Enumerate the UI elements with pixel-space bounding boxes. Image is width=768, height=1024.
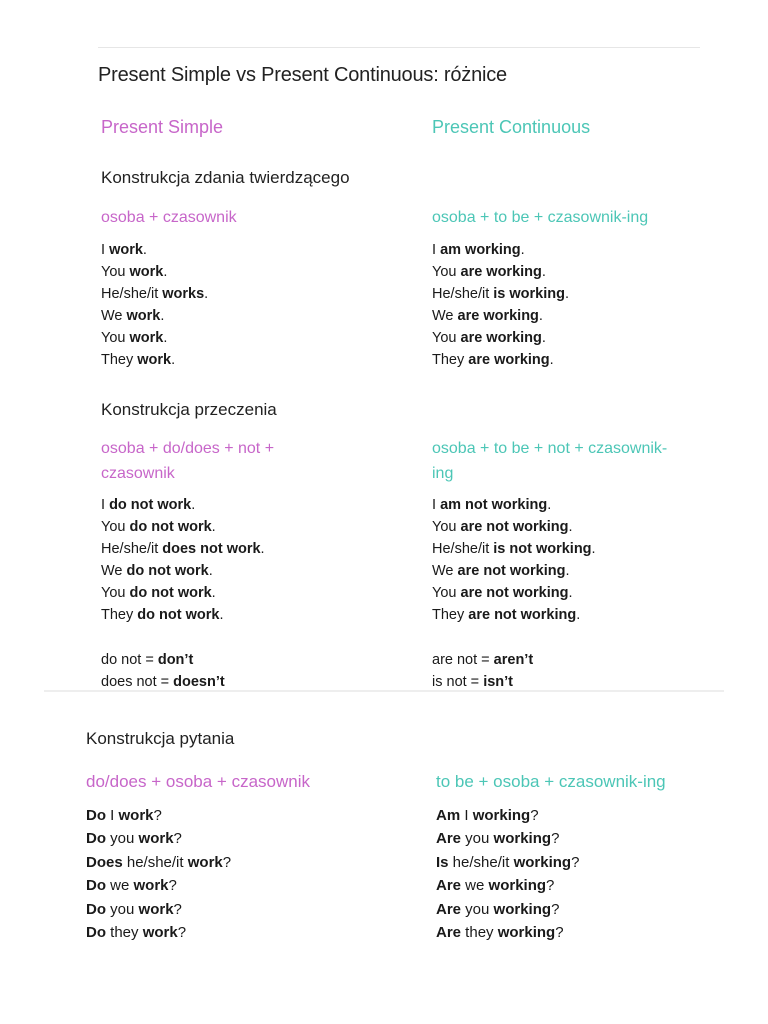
question-formula-continuous: to be + osoba + czasownik-ing — [436, 772, 666, 791]
text: ? — [551, 830, 560, 848]
text: . — [576, 607, 581, 623]
top-divider — [98, 47, 700, 48]
page-title: Present Simple vs Present Continuous: różnice — [98, 64, 507, 86]
text: . — [520, 242, 525, 258]
text: He/she/it — [101, 541, 163, 557]
text: . — [211, 519, 216, 535]
text: . — [219, 607, 224, 623]
example-line — [101, 239, 208, 261]
example-line — [101, 582, 265, 604]
bold-text: are not working — [460, 519, 569, 535]
text: does not = — [101, 674, 174, 690]
bold-text: work — [129, 330, 164, 346]
text: . — [541, 330, 546, 346]
text: he/she/it — [122, 853, 188, 871]
bold-text: work — [109, 242, 143, 258]
bold-text: work — [126, 308, 161, 324]
contractions-continuous — [432, 649, 533, 693]
bold-text: work — [118, 807, 154, 824]
text: I — [101, 497, 110, 513]
text: you — [106, 830, 139, 848]
bold-text: are working — [468, 352, 550, 368]
affirmative-examples-continuous — [432, 239, 569, 371]
example-line — [101, 283, 208, 305]
text: . — [260, 541, 265, 557]
text: We — [432, 563, 458, 579]
text: ? — [555, 924, 564, 942]
text: You — [101, 585, 130, 601]
negative-formula-simple-line-2: czasownik — [101, 465, 175, 482]
example-line — [436, 921, 579, 944]
bold-text: work — [133, 877, 169, 895]
bold-text: are not working — [468, 607, 577, 623]
bold-text: Do — [86, 877, 106, 895]
negative-formula-simple — [101, 436, 274, 486]
text: . — [211, 585, 216, 601]
bold-text: works — [162, 286, 205, 302]
bold-text: Do — [86, 807, 106, 824]
bold-text: are working — [460, 330, 542, 346]
bold-text: Does — [86, 853, 123, 871]
text: ? — [153, 807, 162, 824]
example-line — [86, 827, 231, 850]
example-line — [436, 898, 579, 921]
text: You — [101, 330, 130, 346]
example-line — [432, 305, 569, 327]
example-line — [101, 649, 225, 671]
text: You — [432, 585, 461, 601]
affirmative-formula-continuous: osoba + to be + czasownik-ing — [432, 209, 649, 226]
text: You — [432, 330, 461, 346]
bold-text: working — [493, 830, 552, 848]
example-line — [436, 851, 579, 874]
example-line — [432, 582, 596, 604]
text: you — [106, 900, 139, 918]
example-line — [436, 827, 579, 850]
bold-text: don’t — [157, 652, 194, 668]
text: ? — [571, 853, 580, 871]
example-line — [86, 804, 231, 827]
bold-text: am not working — [440, 497, 548, 513]
bold-text: Are — [436, 830, 462, 848]
bold-text: Are — [436, 900, 462, 918]
text: ? — [173, 830, 182, 848]
text: He/she/it — [432, 286, 494, 302]
text: . — [565, 563, 570, 579]
bold-text: do not work — [126, 563, 209, 579]
column-heading-present-simple: Present Simple — [101, 117, 224, 137]
example-line — [436, 804, 579, 827]
negative-formula-continuous-line-2: ing — [432, 465, 454, 482]
example-line — [432, 604, 596, 626]
bold-text: Do — [86, 830, 106, 848]
text: . — [163, 264, 168, 280]
text: ? — [551, 900, 560, 918]
example-line — [432, 283, 569, 305]
section-heading-question: Konstrukcja pytania — [86, 729, 235, 748]
example-line — [101, 538, 265, 560]
text: He/she/it — [101, 286, 163, 302]
text: You — [101, 519, 130, 535]
text: ? — [222, 853, 232, 871]
negative-formula-continuous — [432, 436, 667, 486]
text: . — [191, 497, 196, 513]
text: ? — [530, 807, 539, 824]
text: . — [208, 563, 213, 579]
example-line — [101, 261, 208, 283]
bold-text: working — [493, 900, 552, 918]
text: . — [171, 352, 176, 368]
negative-formula-continuous-line-1: osoba + to be + not + czasownik- — [432, 440, 668, 457]
section-heading-negative: Konstrukcja przeczenia — [101, 400, 277, 419]
text: They — [101, 352, 138, 368]
bold-text: Are — [436, 924, 462, 942]
affirmative-examples-simple — [101, 239, 208, 371]
example-line — [432, 560, 596, 582]
text: . — [568, 519, 573, 535]
text: ? — [546, 877, 555, 895]
text: They — [101, 607, 138, 623]
example-line — [86, 874, 231, 897]
negative-examples-simple — [101, 494, 265, 626]
text: they — [106, 924, 143, 942]
bold-text: work — [138, 830, 174, 848]
bold-text: are working — [457, 308, 539, 324]
example-line — [101, 560, 265, 582]
text: We — [432, 308, 458, 324]
column-heading-present-continuous: Present Continuous — [432, 117, 591, 137]
example-line — [101, 305, 208, 327]
bold-text: work — [138, 900, 174, 918]
text: . — [163, 330, 168, 346]
example-line — [86, 921, 231, 944]
text: You — [432, 264, 461, 280]
question-examples-continuous — [436, 804, 579, 944]
text: I — [432, 497, 441, 513]
example-line — [101, 516, 265, 538]
bold-text: do not work — [109, 497, 192, 513]
bold-text: work — [129, 264, 164, 280]
example-line — [432, 538, 596, 560]
page-divider — [44, 690, 724, 692]
example-line — [432, 261, 569, 283]
text: is not = — [432, 674, 484, 690]
bold-text: am working — [440, 242, 521, 258]
text: . — [591, 541, 596, 557]
text: do not = — [101, 652, 158, 668]
example-line — [436, 874, 579, 897]
text: . — [564, 286, 569, 302]
text: . — [204, 286, 209, 302]
example-line — [101, 604, 265, 626]
text: You — [432, 519, 461, 535]
text: . — [538, 308, 543, 324]
bold-text: working — [488, 877, 547, 895]
example-line — [432, 327, 569, 349]
text: I — [101, 242, 110, 258]
example-line — [86, 851, 231, 874]
example-line — [432, 494, 596, 516]
bold-text: Do — [86, 900, 106, 918]
text: we — [106, 877, 134, 895]
text: . — [549, 352, 554, 368]
example-line — [101, 349, 208, 371]
example-line — [101, 494, 265, 516]
bold-text: work — [142, 924, 178, 942]
bold-text: are working — [460, 264, 542, 280]
text: We — [101, 563, 127, 579]
bold-text: Do — [86, 924, 106, 942]
bold-text: aren’t — [493, 652, 534, 668]
bold-text: are not working — [457, 563, 566, 579]
text: I — [460, 807, 473, 824]
bold-text: is working — [493, 286, 565, 302]
bold-text: is not working — [493, 541, 592, 557]
example-line — [432, 349, 569, 371]
example-line — [86, 898, 231, 921]
text: . — [160, 308, 165, 324]
text: we — [461, 877, 489, 895]
text: . — [547, 497, 552, 513]
example-line — [432, 649, 533, 671]
text: ? — [177, 924, 187, 942]
text: . — [541, 264, 546, 280]
text: they — [461, 924, 498, 942]
contractions-simple — [101, 649, 225, 693]
negative-formula-simple-line-1: osoba + do/does + not + — [101, 440, 275, 457]
text: you — [461, 900, 494, 918]
section-heading-affirmative: Konstrukcja zdania twierdzącego — [101, 168, 350, 187]
bold-text: working — [472, 807, 531, 824]
text: ? — [173, 900, 182, 918]
example-line — [432, 516, 596, 538]
text: . — [142, 242, 147, 258]
bold-text: do not work — [137, 607, 220, 623]
text: You — [101, 264, 130, 280]
text: They — [432, 607, 469, 623]
text: are not = — [432, 652, 494, 668]
text: I — [432, 242, 441, 258]
bold-text: Is — [436, 853, 449, 871]
negative-examples-continuous — [432, 494, 596, 626]
text: They — [432, 352, 469, 368]
text: he/she/it — [448, 853, 514, 871]
text: ? — [168, 877, 177, 895]
text: We — [101, 308, 127, 324]
bold-text: do not work — [129, 585, 212, 601]
example-line — [101, 327, 208, 349]
bold-text: Are — [436, 877, 462, 895]
text: I — [106, 807, 119, 824]
bold-text: work — [187, 853, 223, 871]
bold-text: working — [497, 924, 556, 942]
bold-text: doesn’t — [173, 674, 225, 690]
example-line — [432, 239, 569, 261]
bold-text: isn’t — [483, 674, 513, 690]
bold-text: Am — [436, 807, 461, 824]
bold-text: work — [137, 352, 172, 368]
text: He/she/it — [432, 541, 494, 557]
text: you — [461, 830, 494, 848]
bold-text: working — [513, 853, 572, 871]
bold-text: do not work — [129, 519, 212, 535]
question-formula-simple: do/does + osoba + czasownik — [86, 772, 310, 791]
bold-text: does not work — [162, 541, 261, 557]
text: . — [568, 585, 573, 601]
affirmative-formula-simple: osoba + czasownik — [101, 209, 237, 226]
question-examples-simple — [86, 804, 231, 944]
bold-text: are not working — [460, 585, 569, 601]
